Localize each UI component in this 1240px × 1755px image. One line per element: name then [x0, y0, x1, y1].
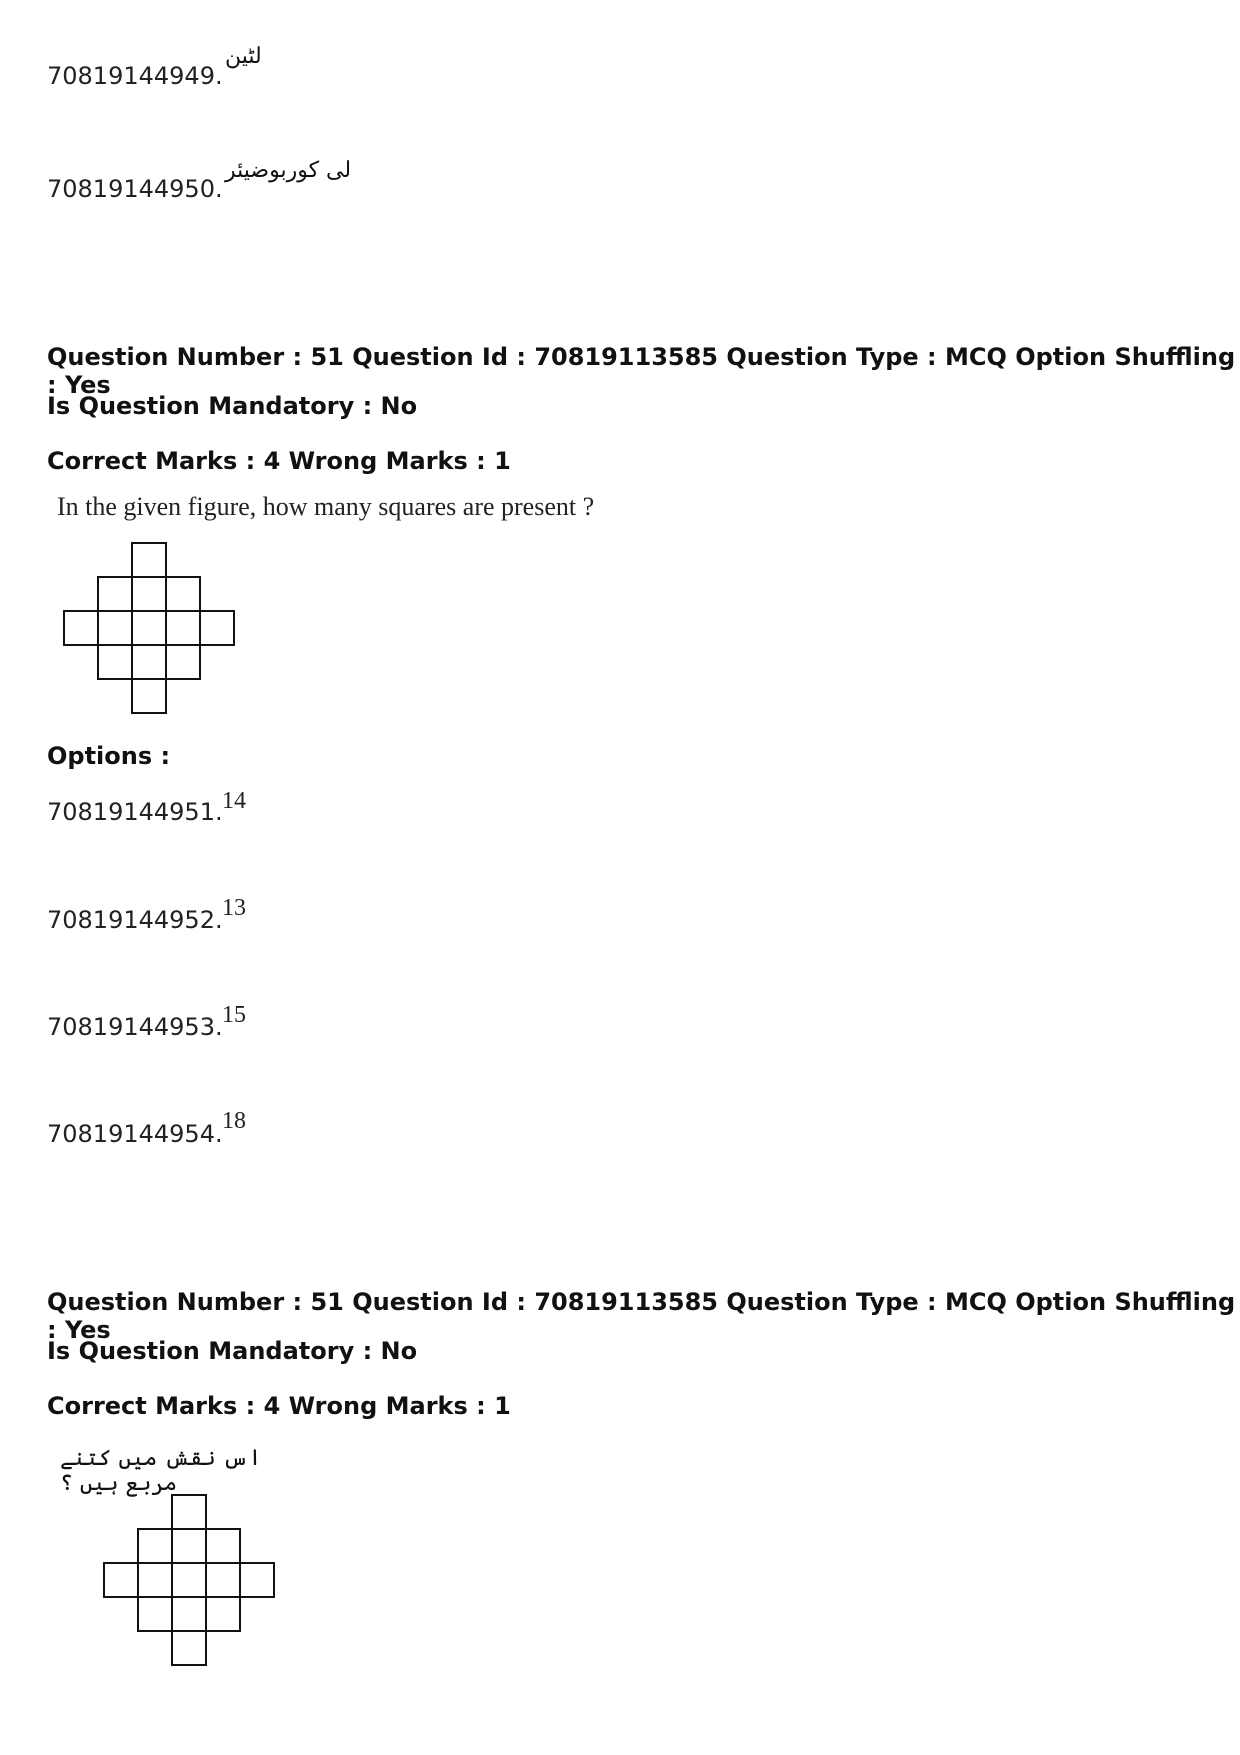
question-text-urdu: اس نقش میں کتنے مربع ہیں ؟ [60, 1446, 262, 1496]
option-value-urdu: لٹین [225, 44, 262, 69]
question-mandatory: Is Question Mandatory : No [47, 392, 418, 420]
option-value: 15 [222, 1002, 246, 1028]
options-label: Options : [47, 742, 171, 770]
option-value: 13 [222, 895, 246, 921]
option-id: 70819144953. [47, 1013, 223, 1041]
question-text: In the given figure, how many squares are present ? [57, 492, 595, 521]
question-header: Question Number : 51 Question Id : 70819113585 Question Type : MCQ Option Shuffling : Yes [47, 1288, 1236, 1344]
question-marks: Correct Marks : 4 Wrong Marks : 1 [47, 447, 511, 475]
question-mandatory: Is Question Mandatory : No [47, 1337, 418, 1365]
option-value: 14 [222, 788, 246, 814]
option-id: 70819144949. [47, 62, 223, 90]
option-value: 18 [222, 1108, 246, 1134]
question-marks: Correct Marks : 4 Wrong Marks : 1 [47, 1392, 511, 1420]
option-id: 70819144950. [47, 175, 223, 203]
squares-figure [100, 1492, 280, 1672]
option-value-urdu: لی کوربوضیئر [225, 158, 352, 183]
question-header: Question Number : 51 Question Id : 70819113585 Question Type : MCQ Option Shuffling : Yes [47, 343, 1236, 399]
option-id: 70819144951. [47, 798, 223, 826]
option-id: 70819144952. [47, 906, 223, 934]
option-id: 70819144954. [47, 1120, 223, 1148]
squares-figure [60, 540, 240, 720]
